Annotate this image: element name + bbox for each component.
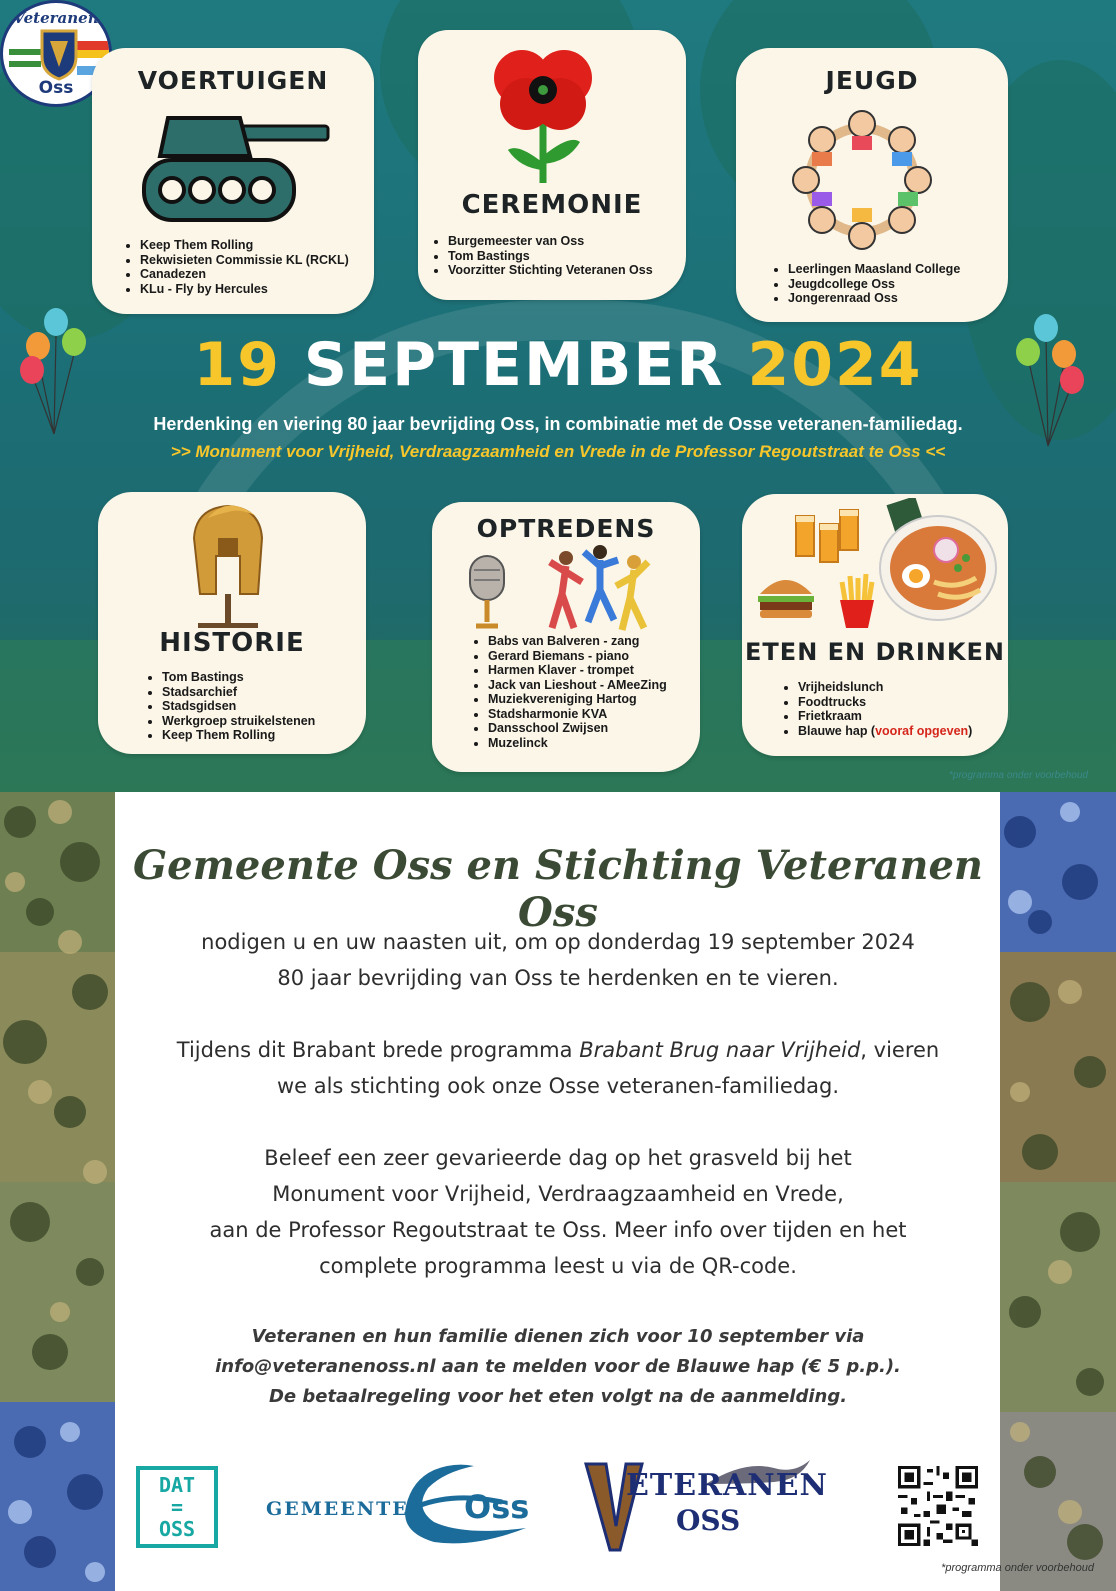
paragraph-line: complete programma leest u via de QR-code.: [319, 1254, 797, 1278]
card-ceremonie: [418, 30, 686, 300]
notice-line: Veteranen en hun familie dienen zich voor 10 september via: [251, 1326, 865, 1347]
event-location: >> Monument voor Vrijheid, Verdraagzaamheid en Vrede in de Professor Regoutstraat te Oss <<: [170, 442, 946, 461]
spartan-helmet-icon: [178, 498, 278, 628]
paragraph-line: nodigen u en uw naasten uit, om op donderdag 19 september 2024: [201, 930, 915, 954]
paragraph-line: Beleef een zeer gevarieerde dag op het grasveld bij het: [264, 1146, 852, 1170]
poppy-icon: [488, 38, 598, 188]
paragraph-line: [120, 1032, 996, 1068]
event-subtitle: Herdenking en viering 80 jaar bevrijding Oss, in combinatie met de Osse veteranen-familiedag.: [153, 414, 963, 434]
list-item: • Jeugdcollege Oss: [788, 277, 960, 292]
gemeente-oss-logo: [266, 1462, 536, 1552]
tank-icon: [140, 108, 330, 228]
eten-list: [798, 680, 972, 738]
card-title: CEREMONIE: [461, 190, 643, 220]
list-item: • Burgemeester van Oss: [448, 234, 653, 249]
date-month: SEPTEMBER: [303, 330, 725, 400]
camouflage-border-right: [1000, 792, 1116, 1591]
invitation-section: [0, 792, 1116, 1591]
list-item: • Harmen Klaver - trompet: [488, 663, 667, 678]
microphone-icon: [460, 552, 516, 632]
logo-line: DAT: [158, 1473, 196, 1497]
list-item: • Rekwisieten Commissie KL (RCKL): [140, 253, 349, 268]
veteranen-city: OSS: [676, 1504, 741, 1537]
list-item-blauwe-hap: [798, 724, 972, 739]
paragraph-line: we als stichting ook onze Osse veteranen-familiedag.: [276, 1074, 840, 1098]
text-segment: Tijdens dit Brabant brede programma: [176, 1038, 580, 1062]
invitation-title: Gemeente Oss en Stichting Veteranen Oss: [132, 842, 984, 936]
shield-icon: [40, 27, 78, 81]
card-jeugd: [736, 48, 1008, 322]
list-item: • Muziekvereniging Hartog: [488, 692, 667, 707]
paragraph-line: Monument voor Vrijheid, Verdraagzaamheid en Vrede,: [272, 1182, 844, 1206]
card-eten-en-drinken: [742, 494, 1008, 756]
list-item: • KLu - Fly by Hercules: [140, 282, 349, 297]
list-item: • Stadsgidsen: [162, 699, 315, 714]
card-title: JEUGD: [825, 66, 919, 95]
disclaimer-bottom: *programma onder voorbehoud: [941, 1562, 1094, 1574]
qr-code[interactable]: [898, 1466, 978, 1546]
burger-icon: [756, 572, 816, 622]
ramen-bowl-icon: [876, 498, 1000, 626]
veteranen-word: ETERANEN: [626, 1468, 828, 1503]
gemeente-city: Oss: [464, 1488, 530, 1526]
paragraph-line: aan de Professor Regoutstraat te Oss. Meer info over tijden en het: [209, 1218, 907, 1242]
historie-list: [162, 670, 315, 743]
card-historie: [98, 492, 366, 754]
list-item: • Werkgroep struikelstenen: [162, 714, 315, 729]
program-name: Brabant Brug naar Vrijheid: [579, 1038, 861, 1062]
optredens-list: [488, 634, 667, 750]
list-item: • Vrijheidslunch: [798, 680, 972, 695]
list-item: • Keep Them Rolling: [140, 238, 349, 253]
registration-notice: [120, 1322, 996, 1412]
card-title: HISTORIE: [159, 628, 305, 658]
date-year: 2024: [747, 330, 923, 400]
card-optredens: [432, 502, 700, 772]
text-segment: , vieren: [860, 1038, 940, 1062]
list-item: • Babs van Balveren - zang: [488, 634, 667, 649]
date-day: 19: [193, 330, 281, 400]
logo-line: OSS: [158, 1517, 196, 1541]
camouflage-border-left: [0, 792, 115, 1591]
card-voertuigen: [92, 48, 374, 314]
event-poster: [0, 0, 1116, 792]
list-item: • Canadezen: [140, 267, 349, 282]
disclaimer-top: *programma onder voorbehoud: [949, 770, 1088, 781]
list-item: • Stadsharmonie KVA: [488, 707, 667, 722]
list-item: • Keep Them Rolling: [162, 728, 315, 743]
badge-top-text: Veteranen: [13, 9, 99, 27]
list-item: • Frietkraam: [798, 709, 972, 724]
notice-line: De betaalregeling voor het eten volgt na de aanmelding.: [268, 1386, 848, 1407]
list-item: • Dansschool Zwijsen: [488, 721, 667, 736]
fries-icon: [836, 572, 878, 630]
paragraph-line: 80 jaar bevrijding van Oss te herdenken en te vieren.: [277, 966, 839, 990]
badge-bottom-text: Oss: [38, 78, 74, 98]
veteranen-oss-logo: [584, 1454, 828, 1554]
list-item: • Tom Bastings: [162, 670, 315, 685]
list-item: • Voorzitter Stichting Veteranen Oss: [448, 263, 653, 278]
list-item: • Stadsarchief: [162, 685, 315, 700]
invitation-paragraph-2: [120, 1032, 996, 1104]
event-date: [0, 330, 1116, 400]
voertuigen-list: [140, 238, 349, 296]
notice-line: info@veteranenoss.nl aan te melden voor de Blauwe hap (€ 5 p.p.).: [215, 1356, 901, 1377]
list-item: • Foodtrucks: [798, 695, 972, 710]
card-title: VOERTUIGEN: [137, 66, 329, 95]
list-item: • Gerard Biemans - piano: [488, 649, 667, 664]
list-item: • Muzelinck: [488, 736, 667, 751]
invitation-paragraph-1: [120, 924, 996, 996]
list-item: • Leerlingen Maasland College: [788, 262, 960, 277]
dancers-icon: [544, 542, 654, 634]
card-title: ETEN EN DRINKEN: [745, 638, 1005, 666]
list-item: • Tom Bastings: [448, 249, 653, 264]
card-title: OPTREDENS: [476, 514, 656, 543]
vooraf-opgeven-note: vooraf opgeven: [875, 723, 969, 738]
children-circle-icon: [788, 106, 936, 254]
gemeente-word: GEMEENTE: [266, 1498, 409, 1520]
list-item: • Jongerenraad Oss: [788, 291, 960, 306]
jeugd-list: [788, 262, 960, 306]
list-item: • Jack van Lieshout - AMeeZing: [488, 678, 667, 693]
blauwe-hap-close: ): [968, 723, 973, 738]
dat-is-oss-logo: [136, 1466, 218, 1548]
invitation-paragraph-3: [120, 1140, 996, 1284]
logo-line: =: [170, 1495, 184, 1519]
blauwe-hap-label: Blauwe hap (: [798, 723, 876, 738]
ceremonie-list: [448, 234, 653, 278]
drinks-icon: [794, 502, 864, 566]
